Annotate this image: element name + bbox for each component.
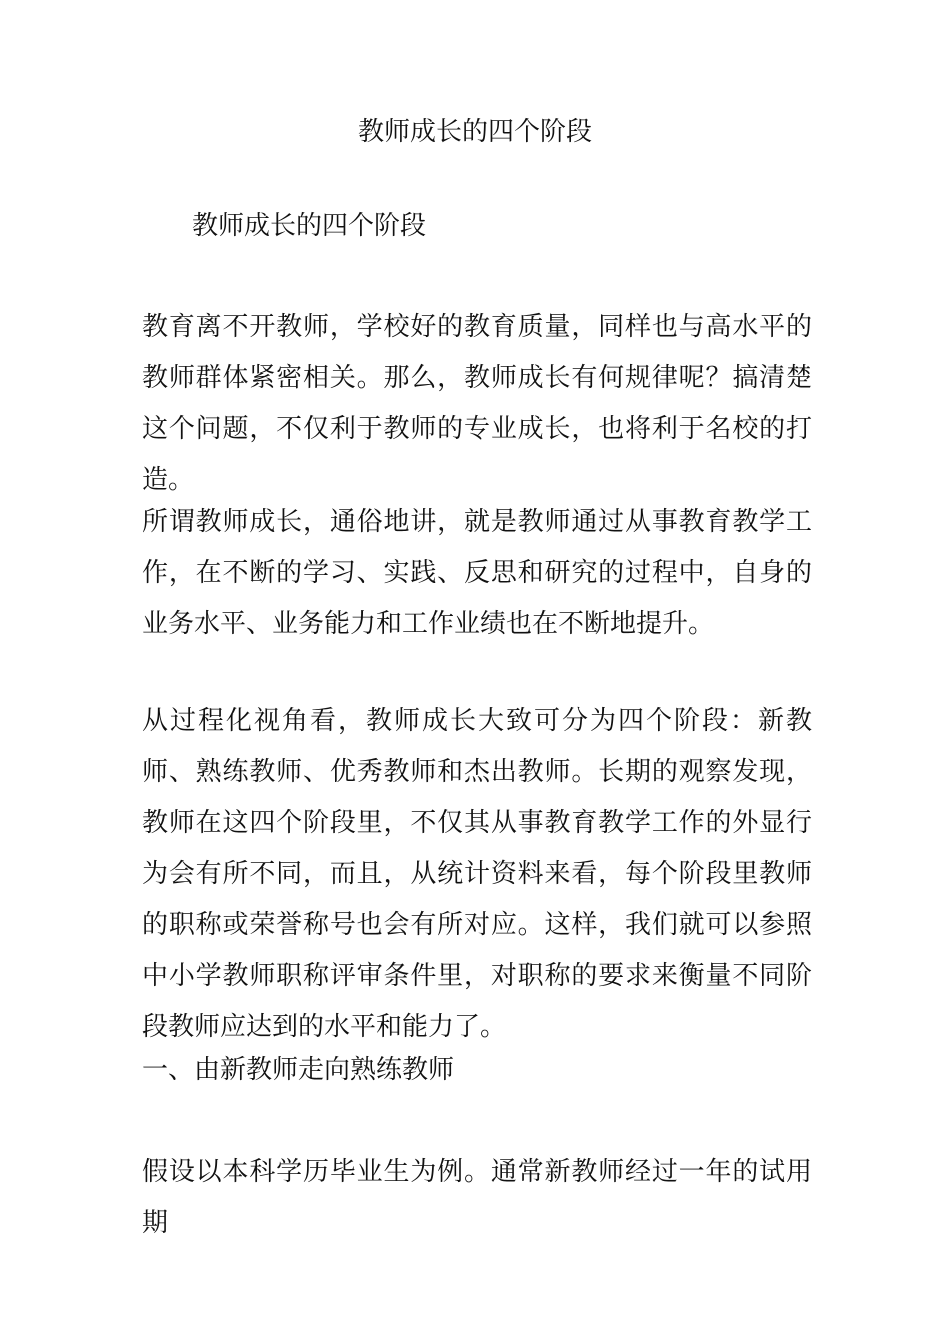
section-heading: 一、由新教师走向熟练教师 <box>142 1055 455 1085</box>
paragraph-intro: 教育离不开教师，学校好的教育质量，同样也与高水平的教师群体紧密相关。那么，教师成长有何规律呢？搞清楚这个问题，不仅利于教师的专业成长，也将利于名校的打造。 <box>142 312 812 495</box>
paragraph-four-stages: 从过程化视角看，教师成长大致可分为四个阶段：新教师、熟练教师、优秀教师和杰出教师。长期的观察发现，教师在这四个阶段里，不仅其从事教育教学工作的外显行为会有所不同，而且，从统计资料来看，每个阶段里教师的职称或荣誉称号也会有所对应。这样，我们就可以参照中小学教师职称评审条件里，对职称的要求来衡量不同阶段教师应达到的水平和能力了。 <box>142 706 812 1042</box>
paragraph-definition: 所谓教师成长，通俗地讲，就是教师通过从事教育教学工作，在不断的学习、实践、反思和研究的过程中，自身的业务水平、业务能力和工作业绩也在不断地提升。 <box>142 507 812 639</box>
document-subtitle: 教师成长的四个阶段 <box>192 211 427 241</box>
paragraph-example: 假设以本科学历毕业生为例。通常新教师经过一年的试用期 <box>142 1157 812 1238</box>
document-title: 教师成长的四个阶段 <box>357 117 592 147</box>
